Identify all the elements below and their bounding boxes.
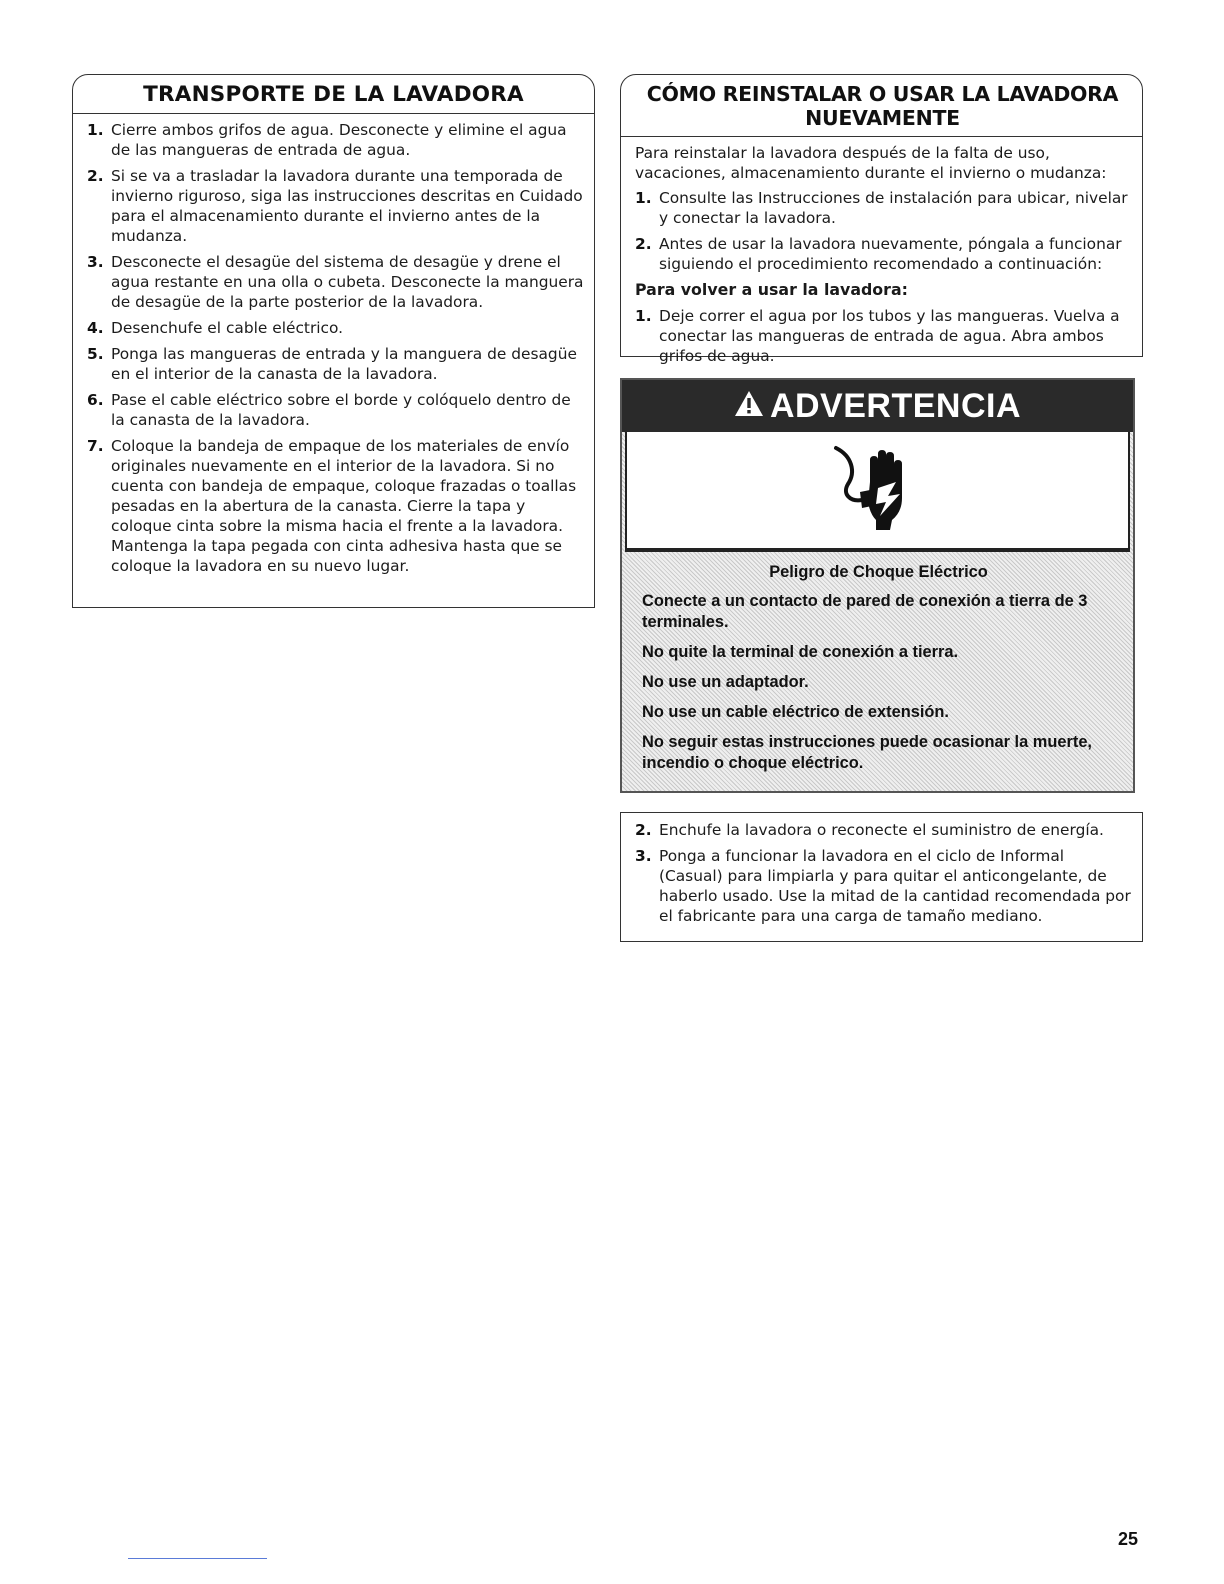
warning-line: No use un cable eléctrico de extensión. — [642, 703, 949, 721]
step-text: Ponga a funcionar la lavadora en el ciclo de Informal (Casual) para limpiarla y para quitar el anticongelante, de haberlo usado. Use la mitad de la cantidad recomendada por el fabricante para una carga de tamaño mediano. — [659, 847, 1131, 925]
step-text: Pase el cable eléctrico sobre el borde y colóquelo dentro de la canasta de la lavadora. — [111, 391, 571, 429]
list-item: 4. Desenchufe el cable eléctrico. — [87, 319, 344, 337]
transport-title: TRANSPORTE DE LA LAVADORA — [73, 75, 594, 114]
reinstall-section — [620, 74, 1143, 365]
transport-section — [72, 74, 595, 608]
step-text: Desenchufe el cable eléctrico. — [111, 319, 344, 337]
warning-line: Conecte a un contacto de pared de conexión a tierra de 3 terminales. — [642, 592, 1088, 631]
step-text: Coloque la bandeja de empaque de los materiales de envío originales nuevamente en el interior de la lavadora. Si no cuenta con bandeja de empaque, coloque frazadas o toallas pesadas en la abertura de la canasta. Cierre la tapa y coloque cinta sobre la misma hacia el frente a la lavadora. Mantenga la tapa pegada con cinta adhesiva hasta que se coloque la lavadora en su nuevo lugar. — [111, 437, 577, 575]
list-item: 3. Ponga a funcionar la lavadora en el ciclo de Informal (Casual) para limpiarla y para quitar el anticongelante, de haberlo usado. Use la mitad de la cantidad recomendada por el fabricante para una carga de tamaño mediano. — [635, 847, 1131, 925]
step-text: Antes de usar la lavadora nuevamente, póngala a funcionar siguiendo el procedimiento recomendado a continuación: — [659, 235, 1122, 273]
warning-triangle-icon — [734, 387, 764, 426]
warning-line: No seguir estas instrucciones puede ocasionar la muerte, incendio o choque eléctrico. — [642, 733, 1092, 772]
list-item: 3. Desconecte el desagüe del sistema de desagüe y drene el agua restante en una olla o cubeta. Desconecte la manguera de desagüe de la parte posterior de la lavadora. — [87, 253, 584, 311]
warning-line: No use un adaptador. — [642, 673, 809, 691]
warning-block — [620, 378, 1135, 793]
list-item: 1. Consulte las Instrucciones de instalación para ubicar, nivelar y conectar la lavadora. — [635, 189, 1128, 227]
footer-rule — [128, 1558, 267, 1559]
list-item: 2. Si se va a trasladar la lavadora durante una temporada de invierno riguroso, siga las instrucciones descritas en Cuidado para el almacenamiento durante el invierno antes de la mudanza. — [87, 167, 583, 245]
list-item: 6. Pase el cable eléctrico sobre el borde y colóquelo dentro de la canasta de la lavadora. — [87, 391, 571, 429]
transport-steps — [87, 120, 584, 576]
warning-header — [622, 380, 1133, 432]
page-number: 25 — [1118, 1529, 1139, 1549]
list-item: 1. Cierre ambos grifos de agua. Desconecte y elimine el agua de las mangueras de entrada de agua. — [87, 121, 567, 159]
list-item: 1. Deje correr el agua por los tubos y las mangueras. Vuelva a conectar las mangueras de entrada de agua. Abra ambos grifos de agua. — [635, 307, 1120, 365]
warning-line: No quite la terminal de conexión a tierra. — [642, 643, 959, 661]
reinstall-intro: Para reinstalar la lavadora después de la falta de uso, vacaciones, almacenamiento durante el invierno o mudanza: — [635, 144, 1107, 182]
step-text: Cierre ambos grifos de agua. Desconecte y elimine el agua de las mangueras de entrada de agua. — [111, 121, 567, 159]
list-item: 7. Coloque la bandeja de empaque de los materiales de envío originales nuevamente en el interior de la lavadora. Si no cuenta con bandeja de empaque, coloque frazadas o toallas pesadas en la abertura de la canasta. Cierre la tapa y coloque cinta sobre la misma hacia el frente a la lavadora. Mantenga la tapa pegada con cinta adhesiva hasta que se coloque la lavadora en su nuevo lugar. — [87, 437, 577, 575]
step-text: Desconecte el desagüe del sistema de desagüe y drene el agua restante en una olla o cubeta. Desconecte la manguera de desagüe de la parte posterior de la lavadora. — [111, 253, 584, 311]
continuation-section — [620, 812, 1143, 942]
step-text: Ponga las mangueras de entrada y la manguera de desagüe en el interior de la canasta de la lavadora. — [111, 345, 577, 383]
continuation-steps — [635, 820, 1132, 926]
reuse-subheading: Para volver a usar la lavadora: — [635, 280, 908, 299]
list-item: 2. Antes de usar la lavadora nuevamente, póngala a funcionar siguiendo el procedimiento recomendado a continuación: — [635, 235, 1122, 273]
reinstall-steps — [635, 188, 1132, 274]
list-item: 5. Ponga las mangueras de entrada y la manguera de desagüe en el interior de la canasta de la lavadora. — [87, 345, 577, 383]
step-text: Deje correr el agua por los tubos y las mangueras. Vuelva a conectar las mangueras de entrada de agua. Abra ambos grifos de agua. — [659, 307, 1120, 365]
hazard-title: Peligro de Choque Eléctrico — [769, 563, 988, 581]
reuse-steps — [635, 306, 1132, 366]
step-text: Enchufe la lavadora o reconecte el suministro de energía. — [659, 821, 1104, 839]
warning-title: ADVERTENCIA — [769, 386, 1022, 425]
step-text: Consulte las Instrucciones de instalación para ubicar, nivelar y conectar la lavadora. — [659, 189, 1128, 227]
list-item: 2. Enchufe la lavadora o reconecte el suministro de energía. — [635, 821, 1104, 839]
electric-shock-hazard-icon — [830, 442, 926, 538]
step-text: Si se va a trasladar la lavadora durante una temporada de invierno riguroso, siga las instrucciones descritas en Cuidado para el almacenamiento durante el invierno antes de la mudanza. — [111, 167, 583, 245]
reinstall-title: CÓMO REINSTALAR O USAR LA LAVADORA NUEVAMENTE — [621, 75, 1142, 137]
